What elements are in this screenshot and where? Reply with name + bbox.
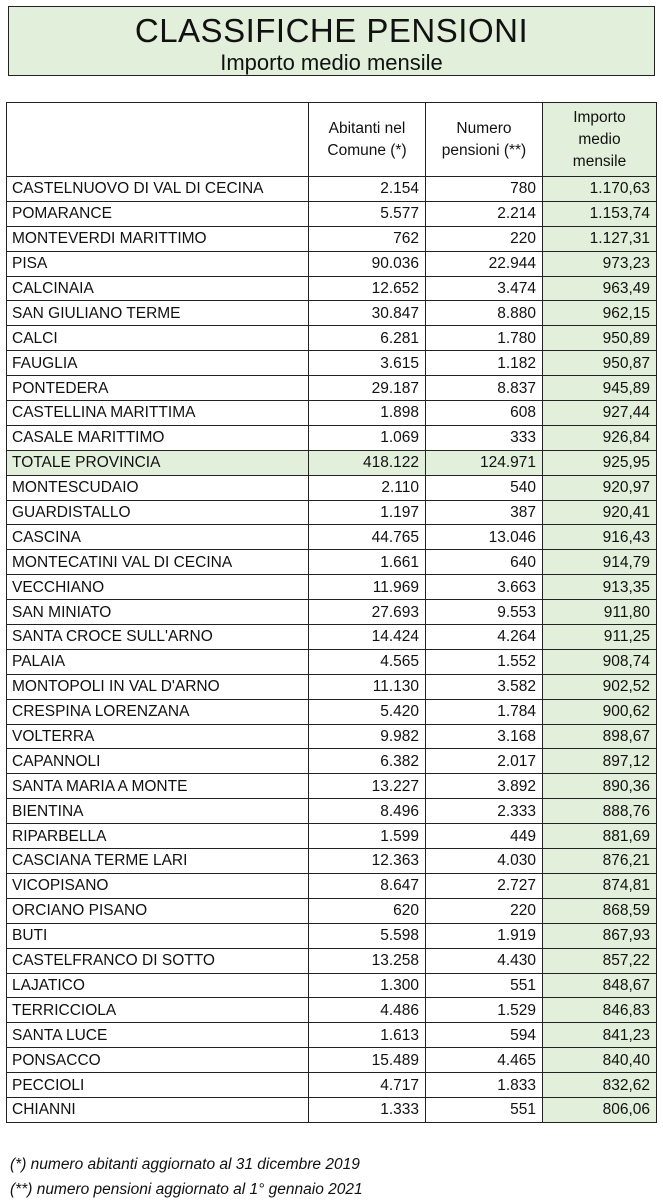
cell-abitanti: 5.420: [309, 699, 426, 724]
table-row: [7, 550, 657, 575]
cell-pensioni: 1.784: [426, 699, 543, 724]
table-row: [7, 799, 657, 824]
cell-abitanti: 418.122: [309, 450, 426, 475]
cell-pensioni: 540: [426, 475, 543, 500]
cell-comune: SAN GIULIANO TERME: [7, 301, 309, 326]
cell-comune: CASCIANA TERME LARI: [7, 849, 309, 874]
cell-importo: 841,23: [543, 1023, 657, 1048]
footnotes: [10, 1152, 363, 1202]
cell-comune: CASTELNUOVO DI VAL DI CECINA: [7, 177, 309, 202]
cell-pensioni: 449: [426, 824, 543, 849]
cell-importo: 945,89: [543, 376, 657, 401]
table-row: [7, 600, 657, 625]
cell-importo: 911,25: [543, 625, 657, 650]
cell-abitanti: 8.647: [309, 873, 426, 898]
table-row: [7, 1048, 657, 1073]
cell-comune: CASTELLINA MARITTIMA: [7, 401, 309, 426]
cell-comune: PALAIA: [7, 649, 309, 674]
cell-comune: MONTEVERDI MARITTIMO: [7, 226, 309, 251]
cell-importo: 868,59: [543, 898, 657, 923]
cell-abitanti: 4.565: [309, 649, 426, 674]
cell-comune: PECCIOLI: [7, 1073, 309, 1098]
cell-pensioni: 3.663: [426, 575, 543, 600]
cell-comune: MONTESCUDAIO: [7, 475, 309, 500]
cell-abitanti: 13.227: [309, 774, 426, 799]
cell-abitanti: 1.333: [309, 1097, 426, 1122]
cell-comune: PISA: [7, 251, 309, 276]
cell-abitanti: 15.489: [309, 1048, 426, 1073]
cell-pensioni: 1.182: [426, 351, 543, 376]
cell-comune: CASTELFRANCO DI SOTTO: [7, 948, 309, 973]
cell-pensioni: 3.892: [426, 774, 543, 799]
cell-pensioni: 4.264: [426, 625, 543, 650]
page-subtitle: Importo medio mensile: [220, 50, 443, 75]
header-importo-line3: mensile: [572, 152, 627, 170]
cell-abitanti: 1.898: [309, 401, 426, 426]
cell-comune: PONSACCO: [7, 1048, 309, 1073]
cell-comune: VECCHIANO: [7, 575, 309, 600]
table-row: [7, 276, 657, 301]
cell-importo: 897,12: [543, 749, 657, 774]
table-row: [7, 749, 657, 774]
cell-abitanti: 762: [309, 226, 426, 251]
cell-abitanti: 1.069: [309, 425, 426, 450]
cell-importo: 920,97: [543, 475, 657, 500]
cell-abitanti: 2.110: [309, 475, 426, 500]
cell-importo: 881,69: [543, 824, 657, 849]
table-row: [7, 475, 657, 500]
table-row: [7, 575, 657, 600]
cell-abitanti: 6.382: [309, 749, 426, 774]
cell-pensioni: 3.582: [426, 674, 543, 699]
cell-comune: LAJATICO: [7, 973, 309, 998]
cell-abitanti: 11.969: [309, 575, 426, 600]
header-importo-line2: medio: [578, 130, 621, 148]
table-row: [7, 1073, 657, 1098]
cell-pensioni: 2.333: [426, 799, 543, 824]
cell-pensioni: 220: [426, 226, 543, 251]
cell-pensioni: 1.833: [426, 1073, 543, 1098]
table-row: [7, 401, 657, 426]
cell-importo: 913,35: [543, 575, 657, 600]
table-row: [7, 998, 657, 1023]
table-row: [7, 301, 657, 326]
page-title: CLASSIFICHE PENSIONI: [134, 12, 529, 49]
cell-abitanti: 13.258: [309, 948, 426, 973]
cell-abitanti: 8.496: [309, 799, 426, 824]
cell-comune: PONTEDERA: [7, 376, 309, 401]
cell-abitanti: 90.036: [309, 251, 426, 276]
header-pensioni: [426, 103, 543, 177]
cell-pensioni: 3.168: [426, 724, 543, 749]
cell-abitanti: 11.130: [309, 674, 426, 699]
cell-comune: SANTA LUCE: [7, 1023, 309, 1048]
cell-importo: 888,76: [543, 799, 657, 824]
cell-abitanti: 44.765: [309, 525, 426, 550]
table-row: [7, 425, 657, 450]
cell-abitanti: 29.187: [309, 376, 426, 401]
cell-comune: CHIANNI: [7, 1097, 309, 1122]
cell-comune: CALCINAIA: [7, 276, 309, 301]
cell-comune: CASALE MARITTIMO: [7, 425, 309, 450]
cell-pensioni: 2.017: [426, 749, 543, 774]
cell-abitanti: 2.154: [309, 177, 426, 202]
cell-importo: 911,80: [543, 600, 657, 625]
cell-abitanti: 4.486: [309, 998, 426, 1023]
cell-comune: ORCIANO PISANO: [7, 898, 309, 923]
table-row: [7, 973, 657, 998]
table-row: [7, 699, 657, 724]
cell-pensioni: 13.046: [426, 525, 543, 550]
cell-pensioni: 4.030: [426, 849, 543, 874]
cell-comune: SANTA CROCE SULL'ARNO: [7, 625, 309, 650]
header-comune: [7, 103, 309, 177]
table-row: [7, 500, 657, 525]
cell-abitanti: 1.300: [309, 973, 426, 998]
cell-abitanti: 12.363: [309, 849, 426, 874]
cell-abitanti: 14.424: [309, 625, 426, 650]
cell-pensioni: 780: [426, 177, 543, 202]
cell-importo: 898,67: [543, 724, 657, 749]
cell-importo: 874,81: [543, 873, 657, 898]
cell-abitanti: 1.613: [309, 1023, 426, 1048]
cell-pensioni: 220: [426, 898, 543, 923]
cell-comune: BIENTINA: [7, 799, 309, 824]
cell-abitanti: 27.693: [309, 600, 426, 625]
cell-comune: FAUGLIA: [7, 351, 309, 376]
table-row: [7, 824, 657, 849]
cell-importo: 920,41: [543, 500, 657, 525]
cell-importo: 916,43: [543, 525, 657, 550]
header-abitanti: [309, 103, 426, 177]
cell-importo: 840,40: [543, 1048, 657, 1073]
cell-abitanti: 5.577: [309, 201, 426, 226]
table-row: [7, 1023, 657, 1048]
cell-comune: CRESPINA LORENZANA: [7, 699, 309, 724]
cell-comune: BUTI: [7, 923, 309, 948]
cell-comune: RIPARBELLA: [7, 824, 309, 849]
cell-comune: TOTALE PROVINCIA: [7, 450, 309, 475]
cell-importo: 867,93: [543, 923, 657, 948]
table-row: [7, 849, 657, 874]
cell-pensioni: 387: [426, 500, 543, 525]
table-row: [7, 201, 657, 226]
cell-importo: 832,62: [543, 1073, 657, 1098]
cell-importo: 857,22: [543, 948, 657, 973]
header-abitanti-line1: Abitanti nel: [328, 119, 406, 137]
table-row: [7, 226, 657, 251]
cell-pensioni: 594: [426, 1023, 543, 1048]
header-abitanti-line2: Comune (*): [327, 141, 407, 159]
cell-pensioni: 124.971: [426, 450, 543, 475]
table-row: [7, 1097, 657, 1122]
cell-pensioni: 4.430: [426, 948, 543, 973]
cell-importo: 1.153,74: [543, 201, 657, 226]
cell-abitanti: 4.717: [309, 1073, 426, 1098]
cell-abitanti: 12.652: [309, 276, 426, 301]
total-row: [7, 450, 657, 475]
cell-importo: 848,67: [543, 973, 657, 998]
cell-abitanti: 1.661: [309, 550, 426, 575]
cell-importo: 902,52: [543, 674, 657, 699]
header-importo-line1: Importo: [573, 108, 626, 126]
table-header-row: [7, 103, 657, 177]
cell-pensioni: 2.727: [426, 873, 543, 898]
cell-importo: 927,44: [543, 401, 657, 426]
cell-pensioni: 333: [426, 425, 543, 450]
cell-comune: SANTA MARIA A MONTE: [7, 774, 309, 799]
cell-abitanti: 30.847: [309, 301, 426, 326]
cell-importo: 1.127,31: [543, 226, 657, 251]
title-box: [8, 6, 655, 76]
table-row: [7, 898, 657, 923]
table-row: [7, 251, 657, 276]
cell-importo: 890,36: [543, 774, 657, 799]
table-row: [7, 774, 657, 799]
pension-ranking-table: [6, 102, 657, 1123]
cell-pensioni: 1.780: [426, 326, 543, 351]
cell-abitanti: 1.599: [309, 824, 426, 849]
cell-importo: 925,95: [543, 450, 657, 475]
cell-pensioni: 3.474: [426, 276, 543, 301]
table-row: [7, 625, 657, 650]
table-row: [7, 948, 657, 973]
cell-abitanti: 5.598: [309, 923, 426, 948]
cell-comune: GUARDISTALLO: [7, 500, 309, 525]
cell-comune: MONTOPOLI IN VAL D'ARNO: [7, 674, 309, 699]
table-row: [7, 525, 657, 550]
table-row: [7, 873, 657, 898]
cell-importo: 806,06: [543, 1097, 657, 1122]
cell-comune: TERRICCIOLA: [7, 998, 309, 1023]
cell-comune: CALCI: [7, 326, 309, 351]
cell-comune: CAPANNOLI: [7, 749, 309, 774]
cell-pensioni: 608: [426, 401, 543, 426]
header-pensioni-line1: Numero: [456, 119, 512, 137]
cell-abitanti: 3.615: [309, 351, 426, 376]
cell-importo: 950,87: [543, 351, 657, 376]
cell-importo: 908,74: [543, 649, 657, 674]
cell-comune: VOLTERRA: [7, 724, 309, 749]
cell-pensioni: 551: [426, 1097, 543, 1122]
table-row: [7, 351, 657, 376]
cell-pensioni: 640: [426, 550, 543, 575]
cell-importo: 914,79: [543, 550, 657, 575]
cell-pensioni: 1.552: [426, 649, 543, 674]
cell-abitanti: 620: [309, 898, 426, 923]
cell-importo: 900,62: [543, 699, 657, 724]
table-row: [7, 649, 657, 674]
cell-abitanti: 9.982: [309, 724, 426, 749]
cell-pensioni: 2.214: [426, 201, 543, 226]
cell-pensioni: 1.529: [426, 998, 543, 1023]
cell-pensioni: 9.553: [426, 600, 543, 625]
cell-pensioni: 1.919: [426, 923, 543, 948]
header-pensioni-line2: pensioni (**): [441, 141, 527, 159]
footnote-abitanti: (*) numero abitanti aggiornato al 31 dicembre 2019: [10, 1156, 360, 1173]
table-row: [7, 177, 657, 202]
cell-pensioni: 4.465: [426, 1048, 543, 1073]
table-row: [7, 724, 657, 749]
cell-importo: 1.170,63: [543, 177, 657, 202]
cell-comune: CASCINA: [7, 525, 309, 550]
cell-importo: 963,49: [543, 276, 657, 301]
cell-importo: 973,23: [543, 251, 657, 276]
cell-importo: 926,84: [543, 425, 657, 450]
cell-abitanti: 6.281: [309, 326, 426, 351]
table-row: [7, 376, 657, 401]
cell-pensioni: 22.944: [426, 251, 543, 276]
cell-importo: 846,83: [543, 998, 657, 1023]
footnote-pensioni: (**) numero pensioni aggiornato al 1° gennaio 2021: [10, 1181, 363, 1198]
cell-pensioni: 8.880: [426, 301, 543, 326]
cell-importo: 950,89: [543, 326, 657, 351]
cell-pensioni: 8.837: [426, 376, 543, 401]
cell-abitanti: 1.197: [309, 500, 426, 525]
table-row: [7, 923, 657, 948]
cell-importo: 876,21: [543, 849, 657, 874]
header-importo: [543, 103, 657, 177]
cell-comune: SAN MINIATO: [7, 600, 309, 625]
cell-importo: 962,15: [543, 301, 657, 326]
table-row: [7, 674, 657, 699]
cell-comune: POMARANCE: [7, 201, 309, 226]
cell-comune: VICOPISANO: [7, 873, 309, 898]
table-row: [7, 326, 657, 351]
table-body: [7, 177, 657, 1123]
cell-pensioni: 551: [426, 973, 543, 998]
cell-comune: MONTECATINI VAL DI CECINA: [7, 550, 309, 575]
